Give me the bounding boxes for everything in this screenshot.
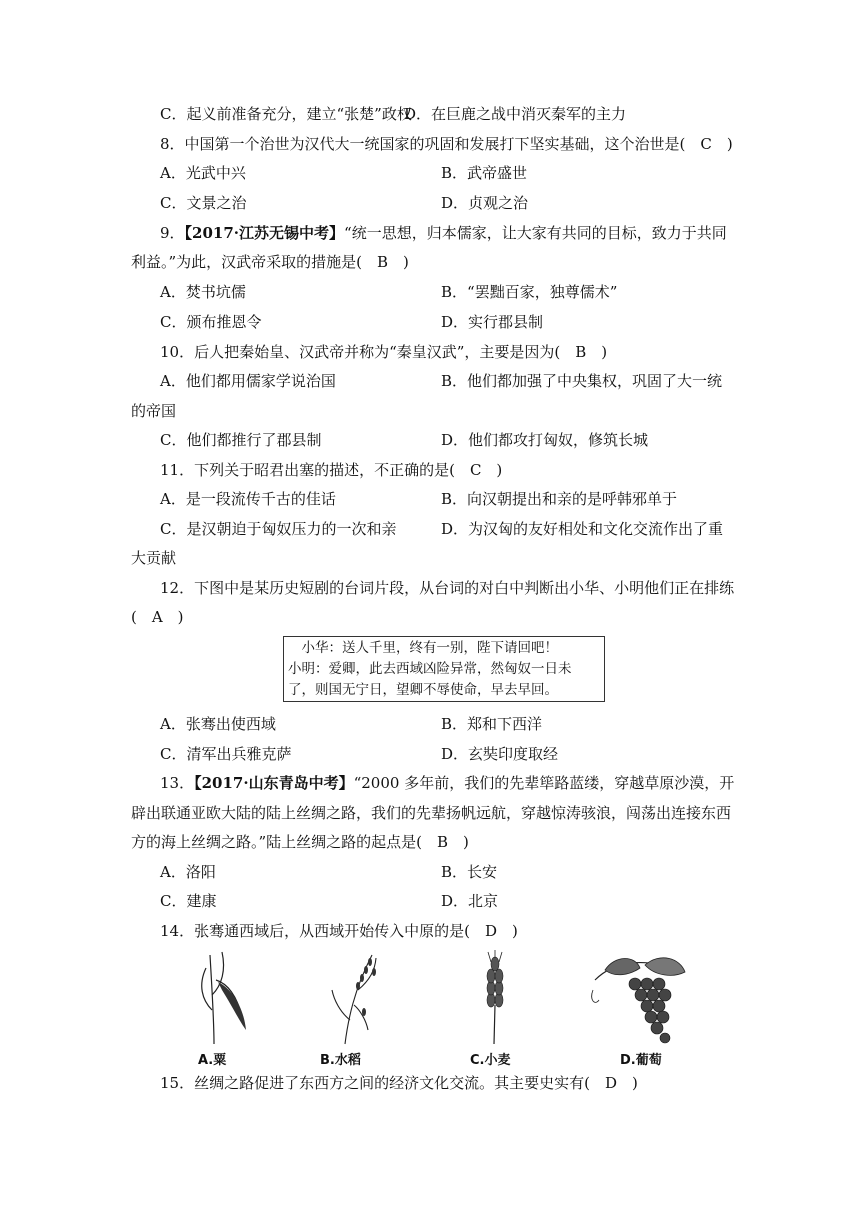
q11-option-b: B．向汉朝提出和亲的是呼韩邪单于 <box>441 490 678 508</box>
q10-stem: 10．后人把秦始皇、汉武帝并称为“秦皇汉武”，主要是因为( B ) <box>160 343 608 361</box>
q14-stem: 14．张骞通西域后，从西域开始传入中原的是( D ) <box>160 922 518 940</box>
q9-option-a: A．焚书坑儒 <box>160 283 246 301</box>
caption-millet: A.粟 <box>198 1053 227 1068</box>
q12-stem-line2: ( A ) <box>131 608 184 626</box>
dialog-line: 小华：送人千里，终有一别，陛下请回吧！ <box>288 640 558 656</box>
q13-stem-line3: 方的海上丝绸之路。”陆上丝绸之路的起点是( B ) <box>131 833 469 851</box>
q11-option-d-line2: 大贡献 <box>131 549 177 567</box>
q13-option-a: A．洛阳 <box>160 863 216 881</box>
wheat-image <box>450 950 540 1045</box>
q9-number: 9． <box>160 224 185 242</box>
q10-option-a: A．他们都用儒家学说治国 <box>160 372 336 390</box>
q10-option-b-line1: B．他们都加强了中央集权，巩固了大一统 <box>441 372 723 390</box>
q11-stem: 11．下列关于昭君出塞的描述，不正确的是( C ) <box>160 461 503 479</box>
dialog-line: 小明：爱卿，此去西域凶险异常，然匈奴一日未 <box>288 661 572 677</box>
grapes-image <box>585 950 695 1045</box>
q10-option-b-line2: 的帝国 <box>131 402 177 420</box>
q7-option-c: C．起义前准备充分，建立“张楚”政权 <box>160 105 412 123</box>
q12-option-d: D．玄奘印度取经 <box>441 745 559 763</box>
q13-number: 13． <box>160 774 195 792</box>
q7-option-d: D．在巨鹿之战中消灭秦军的主力 <box>404 105 627 123</box>
q11-option-d-line1: D．为汉匈的友好相处和文化交流作出了重 <box>441 520 724 538</box>
q8-option-c: C．文景之治 <box>160 194 247 212</box>
q13-option-c: C．建康 <box>160 892 217 910</box>
q9-option-c: C．颁布推恩令 <box>160 313 262 331</box>
q12-option-c: C．清军出兵雅克萨 <box>160 745 292 763</box>
q12-stem-line1: 12．下图中是某历史短剧的台词片段，从台词的对白中判断出小华、小明他们正在排练 <box>160 579 735 597</box>
q10-option-c: C．他们都推行了郡县制 <box>160 431 322 449</box>
dialog-line: 了，则国无宁日，望卿不辱使命，早去早回。 <box>288 682 558 698</box>
caption-grapes: D.葡萄 <box>620 1053 662 1068</box>
q8-option-b: B．武帝盛世 <box>441 164 528 182</box>
q9-stem-line1 <box>160 223 727 243</box>
q13-source: 【2017·山东青岛中考】 <box>194 774 354 792</box>
q11-option-c: C．是汉朝迫于匈奴压力的一次和亲 <box>160 520 397 538</box>
q13-stem-line1 <box>160 773 734 793</box>
q9-option-b: B．“罢黜百家，独尊儒术” <box>441 283 618 301</box>
q8-option-a: A．光武中兴 <box>160 164 246 182</box>
millet-image <box>192 950 282 1045</box>
q9-option-d: D．实行郡县制 <box>441 313 544 331</box>
q12-option-b: B．郑和下西洋 <box>441 715 543 733</box>
q9-stem-line2: 利益。”为此，汉武帝采取的措施是( B ) <box>131 253 409 271</box>
q12-option-a: A．张骞出使西域 <box>160 715 276 733</box>
q10-option-d: D．他们都攻打匈奴，修筑长城 <box>441 431 649 449</box>
q9-stem-text: “统一思想，归本儒家，让大家有共同的目标，致力于共同 <box>344 224 727 242</box>
q12-dialog-box <box>283 636 605 702</box>
q11-option-a: A．是一段流传千古的佳话 <box>160 490 336 508</box>
q9-source: 【2017·江苏无锡中考】 <box>184 224 345 242</box>
caption-wheat: C.小麦 <box>470 1053 511 1068</box>
q13-stem-line2: 辟出联通亚欧大陆的陆上丝绸之路，我们的先辈扬帆远航，穿越惊涛骇浪，闯荡出连接东西 <box>131 804 732 822</box>
caption-rice: B.水稻 <box>320 1053 361 1068</box>
q15-stem: 15．丝绸之路促进了东西方之间的经济文化交流。其主要史实有( D ) <box>160 1074 638 1092</box>
q8-option-d: D．贞观之治 <box>441 194 529 212</box>
rice-image <box>320 950 410 1045</box>
q13-option-d: D．北京 <box>441 892 499 910</box>
q8-stem: 8．中国第一个治世为汉代大一统国家的巩固和发展打下坚实基础，这个治世是( C ) <box>160 135 733 153</box>
q13-option-b: B．长安 <box>441 863 498 881</box>
q13-stem-text: “2000 多年前，我们的先辈筚路蓝缕，穿越草原沙漠，开 <box>353 774 735 792</box>
